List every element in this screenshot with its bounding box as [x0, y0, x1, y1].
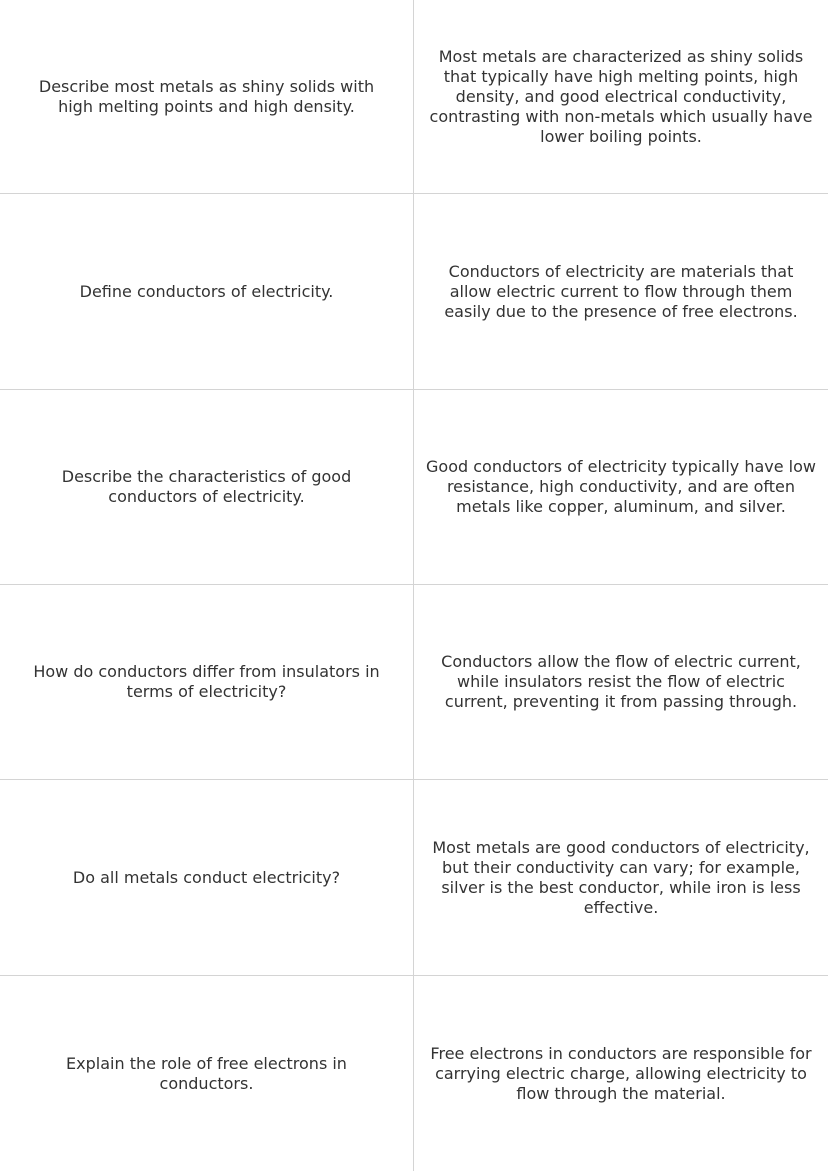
card-definition: Free electrons in conductors are responsible for carrying electric charge, allowing electricity to flow through the material. — [430, 1043, 812, 1103]
card-term-cell — [0, 780, 414, 976]
card-definition-cell — [414, 0, 828, 194]
card-term-cell — [0, 0, 414, 194]
card-definition-cell — [414, 390, 828, 585]
card-term: How do conductors differ from insulators in terms of electricity? — [33, 662, 380, 701]
card-term: Define conductors of electricity. — [79, 281, 334, 301]
card-definition: Most metals are good conductors of electricity, but their conductivity can vary; for example, silver is the best conductor, while iron is less effective. — [432, 837, 810, 917]
card-term: Do all metals conduct electricity? — [72, 867, 341, 887]
card-term-cell — [0, 390, 414, 585]
card-term-cell — [0, 976, 414, 1171]
card-definition-cell — [414, 194, 828, 390]
card-definition: Conductors of electricity are materials that allow electric current to flow through them easily due to the presence of free electrons. — [444, 261, 798, 321]
card-definition-cell — [414, 780, 828, 976]
card-definition: Most metals are characterized as shiny solids that typically have high melting points, high density, and good electrical conductivity, contrasting with non-metals which usually have lower boiling points. — [429, 46, 813, 146]
card-term-cell — [0, 194, 414, 390]
card-definition-cell — [414, 585, 828, 780]
card-term: Explain the role of free electrons in conductors. — [66, 1053, 347, 1093]
card-definition: Conductors allow the flow of electric current, while insulators resist the flow of electric current, preventing it from passing through. — [441, 652, 801, 711]
card-term: Describe most metals as shiny solids with high melting points and high density. — [38, 76, 375, 116]
card-definition: Good conductors of electricity typically have low resistance, high conductivity, and are often metals like copper, aluminum, and silver. — [426, 457, 816, 516]
card-definition-cell — [414, 976, 828, 1171]
card-term: Describe the characteristics of good conductors of electricity. — [61, 467, 352, 506]
card-term-cell — [0, 585, 414, 780]
